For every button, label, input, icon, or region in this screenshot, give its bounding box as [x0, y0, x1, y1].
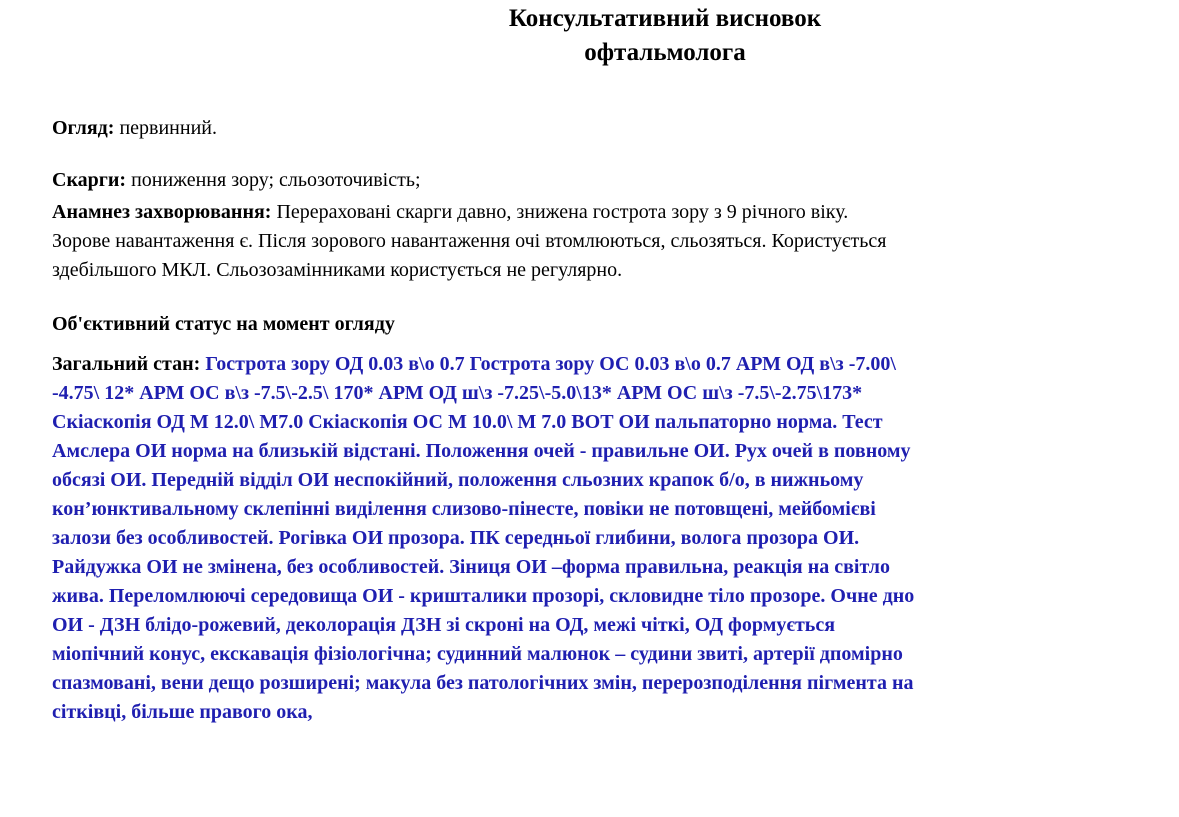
anamnesis-line: Зорове навантаження є. Після зорового навантаження очі втомлюються, сльозяться. Користується — [52, 230, 887, 252]
exam-section — [52, 114, 1142, 143]
general-status-line: міопічний конус, екскавація фізіологічна; судинний малюнок – судини звиті, артерії дпомірно — [52, 643, 903, 665]
anamnesis-line — [52, 198, 1142, 227]
general-status-section — [52, 350, 1142, 727]
general-status-line: -4.75\ 12* АРМ ОС в\з -7.5\-2.5\ 170* АРМ ОД ш\з -7.25\-5.0\13* АРМ ОС ш\з -7.5\-2.75\173* — [52, 382, 863, 404]
general-status-line: Райдужка ОИ не змінена, без особливостей. Зіниця ОИ –форма правильна, реакція на світло — [52, 556, 891, 578]
complaints-value: пониження зору; сльозоточивість; — [131, 169, 421, 191]
document-title — [0, 2, 1179, 70]
general-status-line: залози без особливостей. Рогівка ОИ прозора. ПК середньої глибини, волога прозора ОИ. — [52, 527, 860, 549]
general-status-line: кон’юнктивальному склепінні виділення слизово-пінесте, повіки не потовщені, мейбомієві — [52, 498, 876, 520]
general-status-label: Загальний стан: — [52, 353, 201, 375]
general-status-line: спазмовані, вени дещо розширені; макула без патологічних змін, перерозподілення пігмента на — [52, 672, 914, 694]
objective-section — [52, 310, 1142, 339]
complaints-label: Скарги: — [52, 169, 127, 191]
general-status-line — [52, 350, 1142, 379]
general-status-line: Амслера ОИ норма на близькій відстані. Положення очей - правильне ОИ. Рух очей в повному — [52, 440, 911, 462]
general-status-text: Гострота зору ОД 0.03 в\о 0.7 Гострота зору ОС 0.03 в\о 0.7 АРМ ОД в\з -7.00\ — [205, 353, 896, 375]
objective-heading: Об'єктивний статус на момент огляду — [52, 313, 395, 335]
anamnesis-line: здебільшого МКЛ. Сльозозамінниками користується не регулярно. — [52, 259, 623, 281]
anamnesis-section — [52, 198, 1142, 285]
exam-label: Огляд: — [52, 117, 115, 139]
general-status-line: жива. Переломлюючі середовища ОИ - кришталики прозорі, скловидне тіло прозоре. Очне дно — [52, 585, 915, 607]
general-status-line: обсязі ОИ. Передній відділ ОИ неспокійний, положення сльозних крапок б/о, в нижньому — [52, 469, 864, 491]
exam-value: первинний. — [119, 117, 217, 139]
general-status-line: Скіаскопія ОД М 12.0\ М7.0 Скіаскопія ОС М 10.0\ М 7.0 ВОТ ОИ пальпаторно норма. Тест — [52, 411, 883, 433]
anamnesis-text: Перераховані скарги давно, знижена гострота зору з 9 річного віку. — [276, 201, 849, 223]
anamnesis-label: Анамнез захворювання: — [52, 201, 272, 223]
complaints-section — [52, 166, 1142, 195]
general-status-line: сітківці, більше правого ока, — [52, 701, 313, 723]
general-status-line: ОИ - ДЗН блідо-рожевий, деколорація ДЗН зі скроні на ОД, межі чіткі, ОД формується — [52, 614, 836, 636]
title-line-1: Консультативний висновок — [508, 5, 822, 32]
title-line-2: офтальмолога — [584, 39, 746, 66]
